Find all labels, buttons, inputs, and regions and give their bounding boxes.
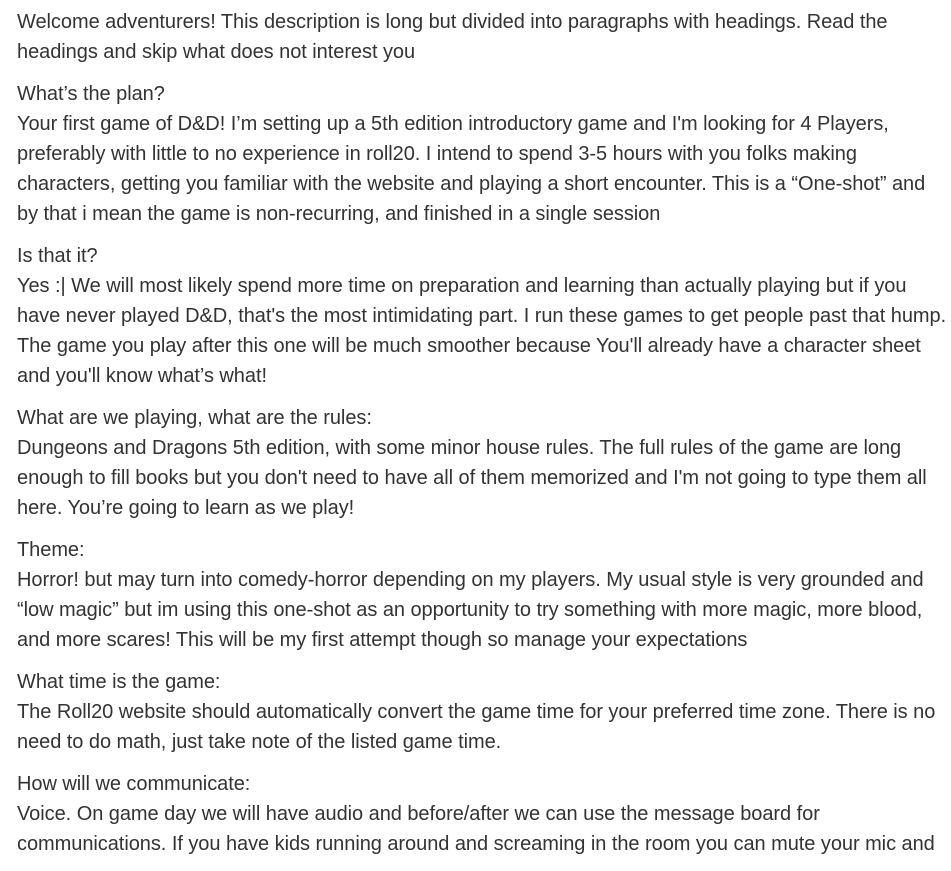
section-body: Voice. On game day we will have audio and before/after we can use the message board for communications. If you have kids running around and screaming in the room you can mute your mic and bbox=[17, 803, 935, 855]
section-game-time bbox=[17, 667, 949, 757]
section-heading: What are we playing, what are the rules: bbox=[17, 407, 372, 429]
intro-paragraph: Welcome adventurers! This description is long but divided into paragraphs with headings. Read the headings and skip what does not interest you bbox=[17, 11, 888, 63]
section-heading: What time is the game: bbox=[17, 671, 221, 693]
section-communication bbox=[17, 769, 949, 859]
section-body: Yes :| We will most likely spend more time on preparation and learning than actually playing but if you have never played D&D, that's the most intimidating part. I run these games to get people past that hump. The game you play after this one will be much smoother because You'll already have a character sheet and you'll know what’s what! bbox=[17, 275, 947, 387]
section-body: The Roll20 website should automatically convert the game time for your preferred time zone. There is no need to do math, just take note of the listed game time. bbox=[17, 701, 936, 753]
section-is-that-it bbox=[17, 241, 949, 391]
section-heading: How will we communicate: bbox=[17, 773, 251, 795]
section-heading: What’s the plan? bbox=[17, 83, 165, 105]
section-body: Dungeons and Dragons 5th edition, with some minor house rules. The full rules of the game are long enough to fill books but you don't need to have all of them memorized and I'm not going to type them all here. You’re going to learn as we play! bbox=[17, 437, 927, 519]
section-rules bbox=[17, 403, 949, 523]
section-body: Your first game of D&D! I’m setting up a 5th edition introductory game and I'm looking for 4 Players, preferably with little to no experience in roll20. I intend to spend 3-5 hours with you folks making characters, getting you familiar with the website and playing a short encounter. This is a “One-shot” and by that i mean the game is non-recurring, and finished in a single session bbox=[17, 113, 926, 225]
game-description bbox=[17, 7, 949, 871]
section-body: Horror! but may turn into comedy-horror depending on my players. My usual style is very grounded and “low magic” but im using this one-shot as an opportunity to try something with more magic, more blood, and more scares! This will be my first attempt though so manage your expectations bbox=[17, 569, 924, 651]
section-heading: Is that it? bbox=[17, 245, 98, 267]
section-heading: Theme: bbox=[17, 539, 85, 561]
section-plan bbox=[17, 79, 949, 229]
section-theme bbox=[17, 535, 949, 655]
